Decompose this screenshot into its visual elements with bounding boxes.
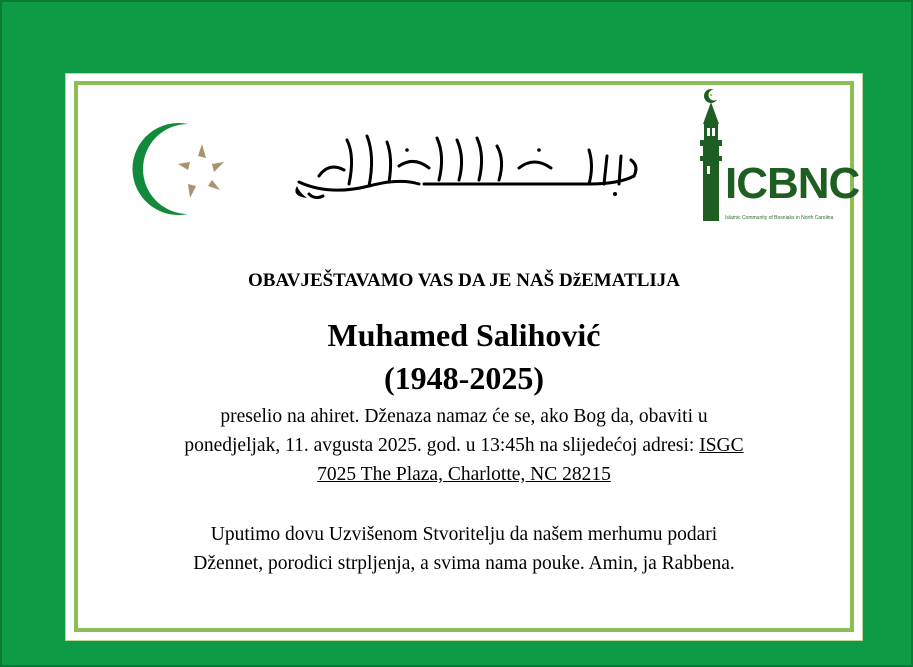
- prayer-text: [126, 520, 802, 578]
- icbnc-logo-subtitle: Islamic Community of Bosniaks in North Carolina: [725, 215, 834, 221]
- notice-heading: OBAVJEŠTAVAMO VAS DA JE NAŠ DžEMATLIJA: [248, 270, 680, 291]
- announcement-line-1: preselio na ahiret. Dženaza namaz će se, ako Bog da, obaviti u: [220, 406, 708, 427]
- announcement-line-2: [126, 431, 802, 460]
- deceased-name: Muhamed Salihović: [327, 317, 601, 353]
- announcement-text: [126, 402, 802, 489]
- crescent-star-logo-icon: [126, 114, 236, 224]
- location-name-link[interactable]: ISGC: [699, 435, 744, 456]
- notice-card: [66, 74, 862, 640]
- deceased-years: (1948-2025): [384, 360, 544, 396]
- announcement-line-3: [126, 460, 802, 489]
- basmala-calligraphy-icon: [289, 126, 649, 204]
- prayer-line-2: Džennet, porodici strpljenja, a svima nama pouke. Amin, ja Rabbena.: [193, 553, 735, 574]
- prayer-line-1: Uputimo dovu Uzvišenom Stvoritelju da našem merhumu podari: [210, 524, 718, 545]
- icbnc-logo-text: ICBNC: [725, 159, 860, 208]
- announcement-line-2-prefix: ponedjeljak, 11. avgusta 2025. god. u 13:45h na slijedećoj adresi:: [184, 435, 700, 456]
- location-address-link[interactable]: 7025 The Plaza, Charlotte, NC 28215: [317, 464, 611, 485]
